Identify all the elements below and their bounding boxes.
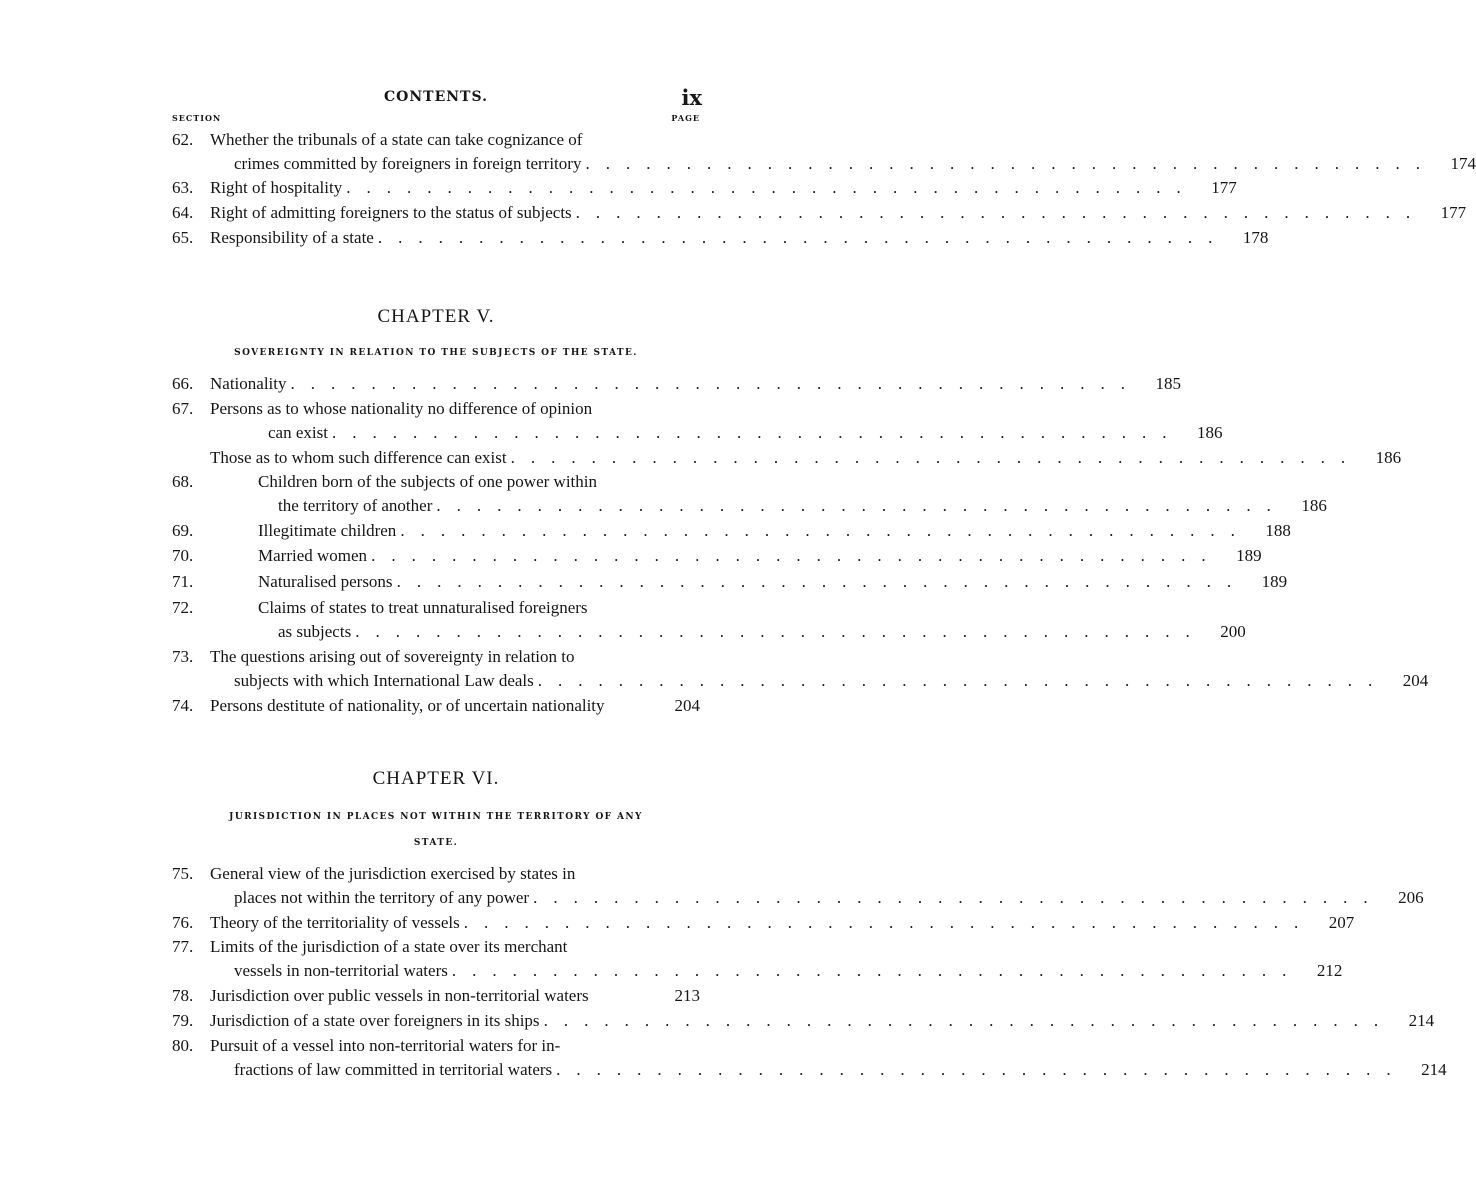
page-number: 204 <box>1402 671 1429 690</box>
section-number: 79. <box>172 1011 194 1030</box>
dot-leader: .......................................... <box>331 423 1183 442</box>
page-number: 213 <box>674 986 700 1005</box>
entry-title: Right of hospitality <box>210 178 343 197</box>
dot-leader: .......................................... <box>396 572 1248 591</box>
section-number: 62. <box>172 130 194 149</box>
folio-page-number: ix <box>681 85 702 110</box>
toc-entry-69 <box>172 519 1291 543</box>
section-number: 65. <box>172 228 194 247</box>
page-number: 189 <box>1236 546 1262 565</box>
entry-title: Right of admitting foreigners to the status of subjects <box>210 203 572 222</box>
section-number: 72. <box>172 598 194 617</box>
page-number: 174 <box>1450 154 1476 173</box>
section-number: 75. <box>172 864 194 883</box>
page-number: 207 <box>1328 913 1355 932</box>
toc-entry-74 <box>172 694 700 718</box>
toc-entry-65 <box>172 226 1269 250</box>
chapter-vi-subtitle-line1: JURISDICTION IN PLACES NOT WITHIN THE TERRITORY OF ANY <box>229 812 643 822</box>
entry-title: Persons destitute of nationality, or of uncertain nationality <box>210 696 605 715</box>
chapter-v-heading: CHAPTER V. <box>377 306 495 327</box>
entry-title: General view of the jurisdiction exercised by states in <box>210 864 576 883</box>
page-number: 188 <box>1265 521 1291 540</box>
dot-leader: .......................................... <box>556 1060 1407 1079</box>
page-number: 185 <box>1155 374 1181 393</box>
dot-leader: .......................................... <box>355 622 1206 641</box>
toc-entry-75 <box>172 862 1424 910</box>
page-number: 186 <box>1301 496 1327 515</box>
entry-title: Naturalised persons <box>258 572 393 591</box>
toc-entry-72 <box>172 596 1246 644</box>
entry-title: Married women <box>258 546 368 565</box>
page-number: 178 <box>1242 228 1269 247</box>
entry-title: Those as to whom such difference can exist <box>210 448 507 467</box>
section-number: 63. <box>172 178 194 197</box>
entry-title: Jurisdiction over public vessels in non-territorial waters <box>210 986 589 1005</box>
dot-leader: .......................................... <box>290 374 1141 393</box>
dot-leader: .......................................... <box>400 521 1251 540</box>
section-column-heading: SECTION <box>172 113 222 123</box>
entry-title: Persons as to whose nationality no difference of opinion <box>210 399 593 418</box>
chapter-vi-heading: CHAPTER VI. <box>372 768 500 789</box>
entry-title-continued: as subjects <box>278 622 352 641</box>
entry-title: Limits of the jurisdiction of a state over its merchant <box>210 937 568 956</box>
dot-leader: .......................................... <box>585 154 1436 173</box>
toc-entry-68 <box>172 470 1327 518</box>
entry-title: The questions arising out of sovereignty in relation to <box>210 647 575 666</box>
entry-title: Nationality <box>210 374 287 393</box>
page-number: 177 <box>1211 178 1237 197</box>
dot-leader: .......................................... <box>510 448 1362 467</box>
page-number: 206 <box>1398 888 1424 907</box>
dot-leader: .......................................... <box>371 546 1222 565</box>
toc-entry-67 <box>172 397 1223 445</box>
toc-entry-66 <box>172 372 1181 396</box>
section-number: 67. <box>172 399 194 418</box>
section-number: 74. <box>172 696 194 715</box>
entry-title: Responsibility of a state <box>210 228 374 247</box>
toc-entry-80 <box>172 1034 1447 1082</box>
running-title: CONTENTS. <box>384 89 488 105</box>
entry-title-continued: vessels in non-territorial waters <box>234 961 448 980</box>
section-number: 76. <box>172 913 194 932</box>
toc-entry-78 <box>172 984 700 1008</box>
section-number: 66. <box>172 374 194 393</box>
page-number: 189 <box>1261 572 1288 591</box>
dot-leader: .......................................... <box>451 961 1303 980</box>
entry-title-continued: the territory of another <box>278 496 433 515</box>
entry-title-continued: fractions of law committed in territorial waters <box>234 1060 553 1079</box>
section-number: 68. <box>172 472 194 491</box>
entry-title-continued: can exist <box>268 423 328 442</box>
chapter-v-subtitle: SOVEREIGNTY IN RELATION TO THE SUBJECTS OF THE STATE. <box>234 348 638 358</box>
entry-title-continued: crimes committed by foreigners in foreign territory <box>234 154 582 173</box>
chapter-vi-subtitle-line2: STATE. <box>413 838 459 848</box>
entry-title: Pursuit of a vessel into non-territorial waters for in- <box>210 1036 561 1055</box>
entry-title-continued: subjects with which International Law deals <box>234 671 534 690</box>
section-number: 70. <box>172 546 194 565</box>
dot-leader: .......................................... <box>575 203 1427 222</box>
section-number: 77. <box>172 937 194 956</box>
dot-leader: .......................................... <box>543 1011 1395 1030</box>
toc-entry-73 <box>172 645 1429 693</box>
entry-title-continued: places not within the territory of any power <box>234 888 530 907</box>
entry-title: Whether the tribunals of a state can take cognizance of <box>210 130 583 149</box>
toc-entry-62 <box>172 128 1476 176</box>
toc-entry-70 <box>172 544 1262 568</box>
dot-leader: .......................................... <box>346 178 1197 197</box>
toc-entry-67-sub <box>172 446 1402 470</box>
section-number: 69. <box>172 521 194 540</box>
page-number: 214 <box>1421 1060 1447 1079</box>
page-number: 214 <box>1408 1011 1435 1030</box>
page-number: 212 <box>1316 961 1343 980</box>
page-number: 186 <box>1196 423 1223 442</box>
toc-entry-64 <box>172 201 1467 225</box>
entry-title: Jurisdiction of a state over foreigners in its ships <box>210 1011 540 1030</box>
entry-title: Children born of the subjects of one power within <box>258 472 597 491</box>
entry-title: Illegitimate children <box>258 521 397 540</box>
dot-leader: .......................................... <box>377 228 1229 247</box>
toc-entry-63 <box>172 176 1237 200</box>
section-number: 80. <box>172 1036 194 1055</box>
dot-leader: .......................................... <box>533 888 1384 907</box>
page-number: 200 <box>1220 622 1246 641</box>
dot-leader: .......................................... <box>463 913 1315 932</box>
dot-leader: .......................................... <box>537 671 1389 690</box>
page-column-heading: PAGE <box>671 113 700 123</box>
section-number: 64. <box>172 203 194 222</box>
section-number: 78. <box>172 986 194 1005</box>
running-head <box>170 85 702 115</box>
toc-entry-71 <box>172 570 1288 594</box>
section-number: 73. <box>172 647 194 666</box>
toc-entry-77 <box>172 935 1343 983</box>
entry-title: Claims of states to treat unnaturalised foreigners <box>258 598 588 617</box>
page-number: 204 <box>674 696 700 715</box>
page-number: 186 <box>1375 448 1402 467</box>
toc-entry-79 <box>172 1009 1435 1033</box>
toc-entry-76 <box>172 911 1355 935</box>
section-number: 71. <box>172 572 194 591</box>
page-number: 177 <box>1440 203 1467 222</box>
entry-title: Theory of the territoriality of vessels <box>210 913 460 932</box>
dot-leader: .......................................... <box>436 496 1287 515</box>
